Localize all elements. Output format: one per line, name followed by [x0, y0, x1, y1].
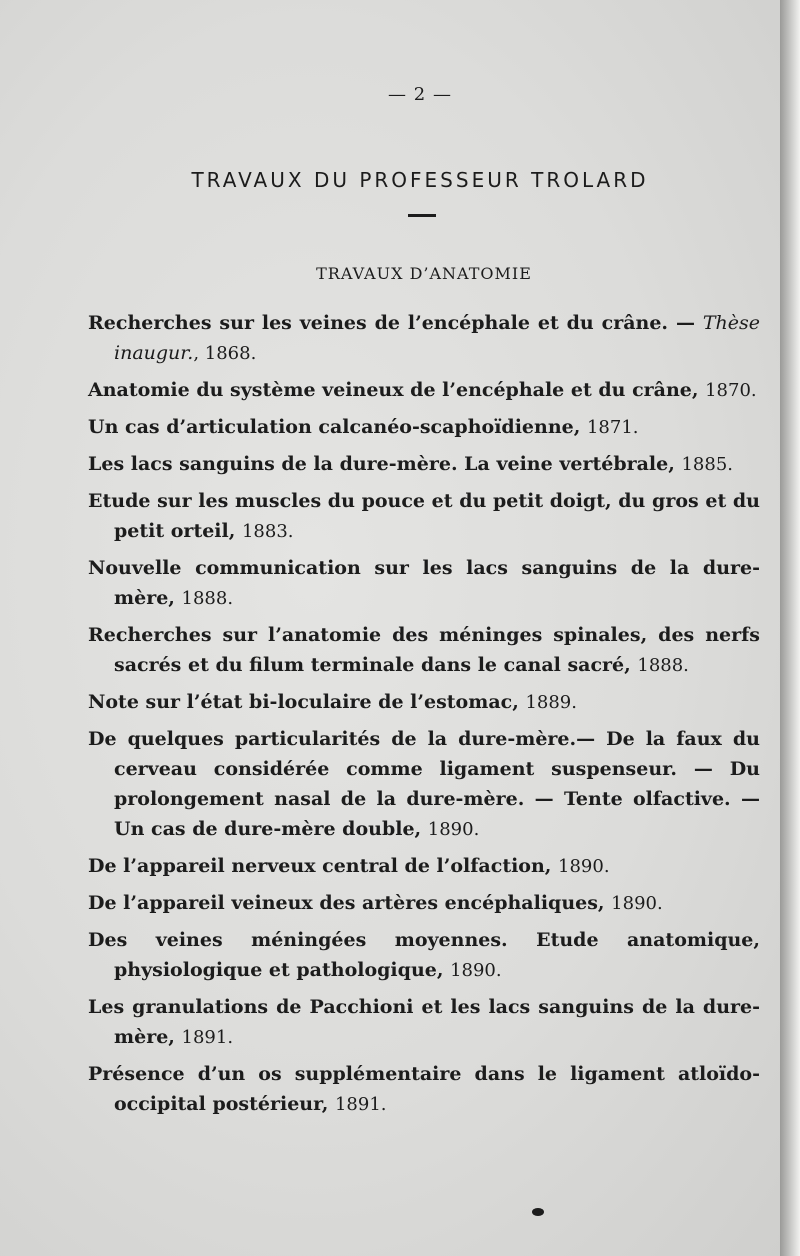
entry-title: Les lacs sanguins de la dure-mère. La veine vertébrale,: [88, 453, 682, 475]
publication-entry: [88, 1059, 760, 1120]
entry-title: De l’appareil veineux des artères encéphaliques,: [88, 892, 612, 914]
entry-title: Recherches sur les veines de l’encéphale et du crâne. —: [88, 312, 703, 334]
entry-year: 1890.: [450, 960, 502, 981]
publication-entry: [88, 620, 760, 681]
publication-entry: [88, 412, 760, 443]
page-number: — 2 —: [388, 84, 452, 105]
publication-entry: [88, 486, 760, 547]
publication-entry: [88, 851, 760, 882]
publication-entry: [88, 308, 760, 369]
publication-entry: [88, 888, 760, 919]
entry-year: 1885.: [681, 454, 733, 475]
publication-entry: [88, 449, 760, 480]
entry-year: 1888.: [637, 655, 689, 676]
page-title: TRAVAUX DU PROFESSEUR TROLARD: [191, 168, 649, 192]
entry-title: Un cas d’articulation calcanéo-scaphoïdienne,: [88, 416, 587, 438]
publication-entry: [88, 687, 760, 718]
entry-year: 1890.: [427, 819, 480, 840]
entry-year: 1870.: [705, 380, 757, 401]
entry-title: De quelques particularités de la dure-mère.— De la faux du cerveau considérée comme ligament suspenseur. — Du prolongement nasal de la dure-mère. — Tente olfactive. — Un cas de dure-mère double,: [88, 728, 760, 840]
publication-list: [88, 308, 760, 1126]
entry-year: 1890.: [558, 856, 610, 877]
entry-title: Etude sur les muscles du pouce et du petit doigt, du gros et du petit orteil,: [88, 490, 760, 542]
entry-title: Recherches sur l’anatomie des méninges spinales, des nerfs sacrés et du filum terminale dans le canal sacré,: [88, 624, 760, 676]
entry-title: Les granulations de Pacchioni et les lacs sanguins de la dure-mère,: [88, 996, 760, 1048]
entry-title: Nouvelle communication sur les lacs sanguins de la dure-mère,: [88, 557, 760, 609]
publication-entry: [88, 724, 760, 845]
entry-year: 1888.: [181, 588, 234, 609]
entry-title: Anatomie du système veineux de l’encéphale et du crâne,: [88, 379, 706, 401]
publication-entry: [88, 553, 760, 614]
publication-entry: [88, 992, 760, 1053]
page-edge: [780, 0, 800, 1256]
entry-title: Note sur l’état bi-loculaire de l’estomac,: [88, 691, 526, 713]
publication-entry: [88, 375, 760, 406]
section-title: TRAVAUX D’ANATOMIE: [316, 264, 532, 283]
entry-title: Présence d’un os supplémentaire dans le ligament atloïdo-occipital postérieur,: [88, 1063, 760, 1115]
entry-year: , 1868.: [193, 343, 257, 364]
entry-year: 1891.: [181, 1027, 234, 1048]
ink-ornament: [532, 1208, 544, 1216]
entry-year: 1871.: [586, 417, 639, 438]
title-divider: [408, 214, 436, 217]
entry-title: De l’appareil nerveux central de l’olfaction,: [88, 855, 559, 877]
entry-year: 1883.: [241, 521, 294, 542]
entry-year: 1889.: [525, 692, 577, 713]
entry-year: 1891.: [334, 1094, 387, 1115]
entry-note: Thèse inaugur.: [114, 312, 760, 364]
entry-title: Des veines méningées moyennes. Etude anatomique, physiologique et pathologique,: [88, 929, 760, 981]
entry-year: 1890.: [611, 893, 663, 914]
publication-entry: [88, 925, 760, 986]
